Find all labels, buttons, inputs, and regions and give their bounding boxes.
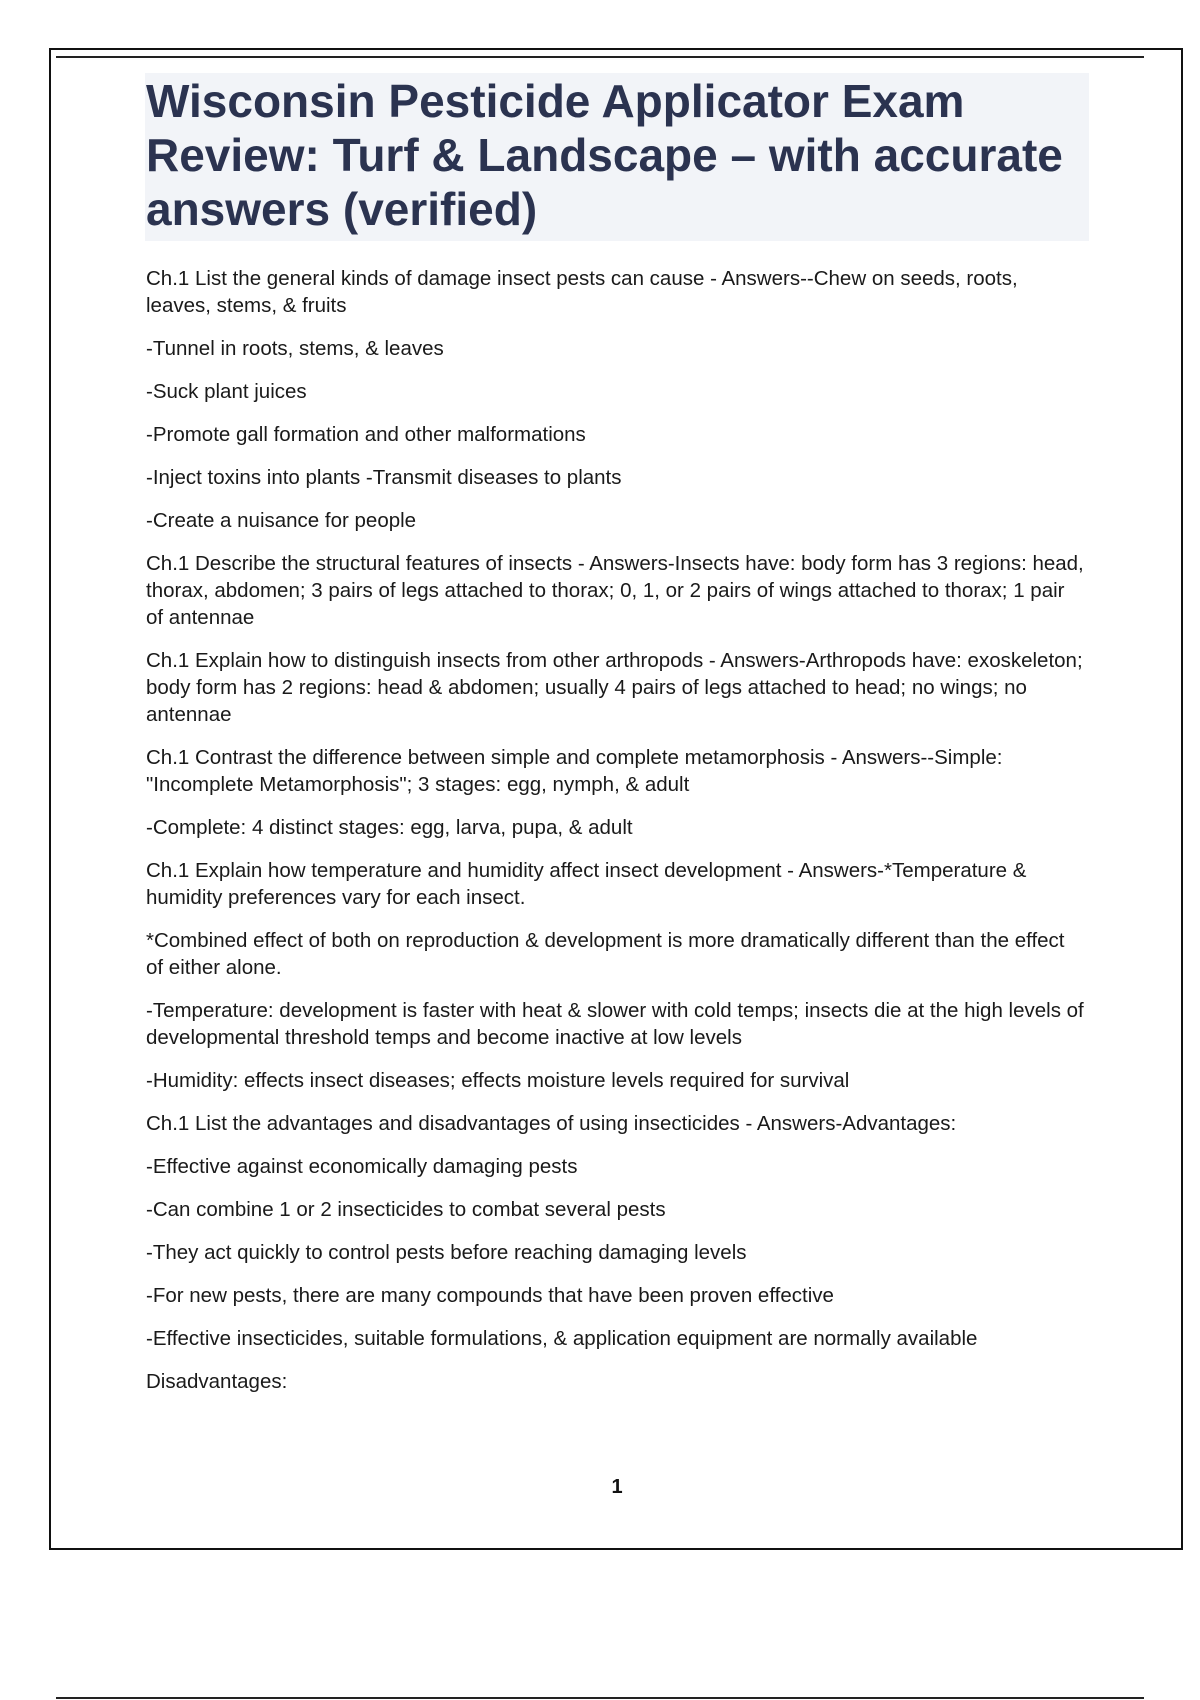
- paragraph: *Combined effect of both on reproduction & development is more dramatically different than the effect of either alone.: [146, 929, 1065, 979]
- top-divider: [56, 56, 1144, 58]
- paragraph: -Temperature: development is faster with heat & slower with cold temps; insects die at the high levels of developmental threshold temps and become inactive at low levels: [146, 999, 1084, 1049]
- paragraph: -Complete: 4 distinct stages: egg, larva, pupa, & adult: [146, 816, 633, 839]
- document-body: [146, 265, 1086, 1411]
- paragraph: Disadvantages:: [146, 1370, 288, 1393]
- document-title: Wisconsin Pesticide Applicator Exam Review: Turf & Landscape – with accurate answers (verified): [146, 75, 1063, 235]
- paragraph: Ch.1 Explain how to distinguish insects from other arthropods - Answers-Arthropods have: exoskeleton; body form has 2 regions: head & abdomen; usually 4 pairs of legs attached to head; no wings; no antennae: [146, 649, 1083, 726]
- paragraph: -Effective against economically damaging pests: [146, 1155, 578, 1178]
- paragraph: Ch.1 List the general kinds of damage insect pests can cause - Answers--Chew on seeds, roots, leaves, stems, & fruits: [146, 267, 1018, 317]
- paragraph: -Inject toxins into plants -Transmit diseases to plants: [146, 466, 622, 489]
- paragraph: -Can combine 1 or 2 insecticides to combat several pests: [146, 1198, 666, 1221]
- paragraph: Ch.1 Explain how temperature and humidity affect insect development - Answers-*Temperature & humidity preferences vary for each insect.: [146, 859, 1027, 909]
- paragraph: -For new pests, there are many compounds that have been proven effective: [146, 1284, 834, 1307]
- paragraph: -Tunnel in roots, stems, & leaves: [146, 337, 444, 360]
- paragraph: Ch.1 Contrast the difference between simple and complete metamorphosis - Answers--Simple: "Incomplete Metamorphosis"; 3 stages: egg, nymph, & adult: [146, 746, 1003, 796]
- paragraph: -They act quickly to control pests before reaching damaging levels: [146, 1241, 747, 1264]
- paragraph: Ch.1 List the advantages and disadvantages of using insecticides - Answers-Advantages:: [146, 1112, 957, 1135]
- bottom-divider: [56, 1697, 1144, 1699]
- page-number: 1: [611, 1476, 623, 1498]
- paragraph: Ch.1 Describe the structural features of insects - Answers-Insects have: body form has 3 regions: head, thorax, abdomen; 3 pairs of legs attached to thorax; 0, 1, or 2 pairs of wings attached to thorax; 1 pair of antennae: [146, 552, 1084, 629]
- paragraph: -Effective insecticides, suitable formulations, & application equipment are normally available: [146, 1327, 978, 1350]
- paragraph: -Suck plant juices: [146, 380, 307, 403]
- paragraph: -Promote gall formation and other malformations: [146, 423, 586, 446]
- paragraph: -Create a nuisance for people: [146, 509, 417, 532]
- paragraph: -Humidity: effects insect diseases; effects moisture levels required for survival: [146, 1069, 850, 1092]
